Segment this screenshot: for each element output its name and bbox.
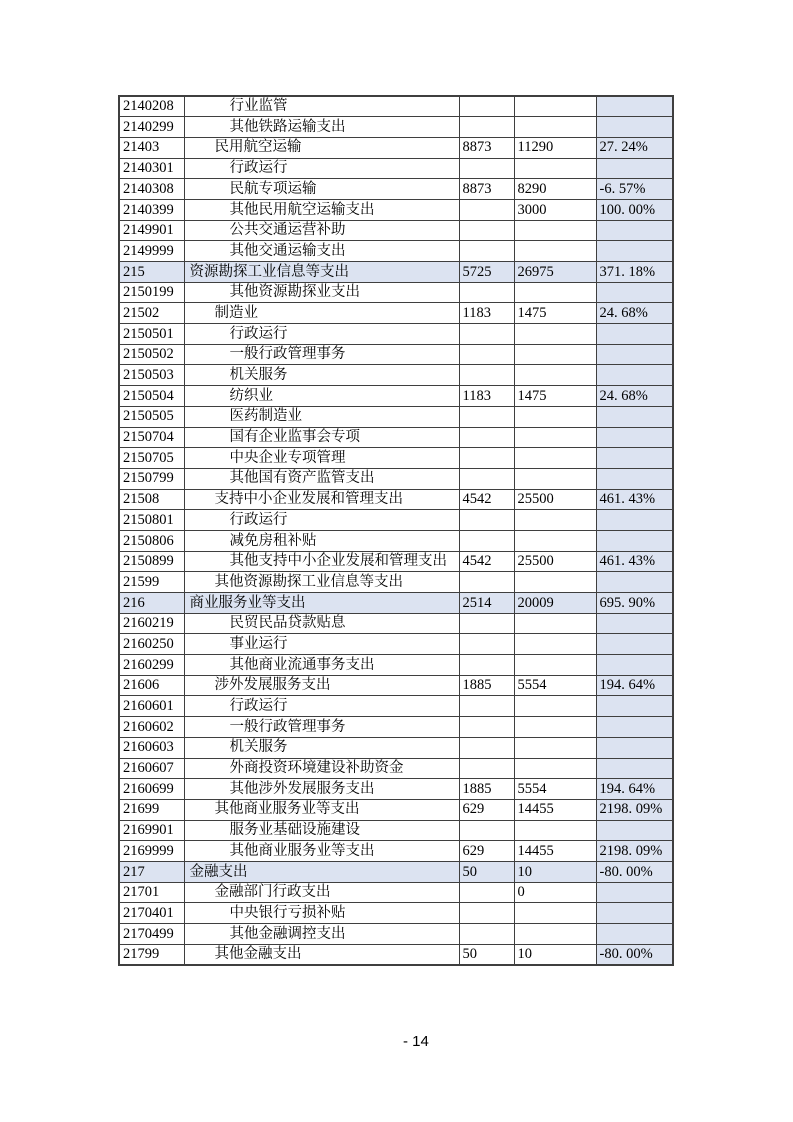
cell-v1 — [459, 655, 514, 676]
cell-pct — [596, 903, 673, 924]
cell-v1: 1183 — [459, 303, 514, 324]
cell-v2: 20009 — [514, 593, 596, 614]
cell-pct: -80. 00% — [596, 944, 673, 965]
table-row — [119, 241, 673, 262]
cell-code: 2149901 — [119, 220, 184, 241]
cell-code: 2170499 — [119, 924, 184, 945]
cell-v2 — [514, 530, 596, 551]
cell-code: 2140301 — [119, 158, 184, 179]
cell-v1 — [459, 448, 514, 469]
cell-name: 其他民用航空运输支出 — [184, 199, 459, 220]
cell-pct: 2198. 09% — [596, 841, 673, 862]
cell-v1 — [459, 199, 514, 220]
table-row — [119, 468, 673, 489]
cell-v2: 26975 — [514, 262, 596, 283]
cell-code: 2140399 — [119, 199, 184, 220]
table-row — [119, 696, 673, 717]
cell-v2 — [514, 427, 596, 448]
cell-v2 — [514, 820, 596, 841]
cell-name: 行政运行 — [184, 510, 459, 531]
cell-name: 其他金融调控支出 — [184, 924, 459, 945]
table-row — [119, 406, 673, 427]
cell-pct — [596, 96, 673, 117]
cell-code: 2170401 — [119, 903, 184, 924]
cell-v2: 10 — [514, 944, 596, 965]
cell-v1 — [459, 924, 514, 945]
cell-v2 — [514, 448, 596, 469]
cell-name: 服务业基础设施建设 — [184, 820, 459, 841]
cell-name: 纺织业 — [184, 386, 459, 407]
cell-name: 商业服务业等支出 — [184, 593, 459, 614]
cell-code: 2150501 — [119, 324, 184, 345]
cell-v1 — [459, 510, 514, 531]
cell-pct — [596, 448, 673, 469]
table-row — [119, 717, 673, 738]
table-row — [119, 924, 673, 945]
cell-name: 机关服务 — [184, 365, 459, 386]
table-row — [119, 841, 673, 862]
cell-v2 — [514, 96, 596, 117]
cell-pct: 100. 00% — [596, 199, 673, 220]
cell-v1 — [459, 468, 514, 489]
cell-code: 2140208 — [119, 96, 184, 117]
cell-v2: 14455 — [514, 841, 596, 862]
table-row — [119, 365, 673, 386]
cell-code: 2160299 — [119, 655, 184, 676]
cell-code: 21508 — [119, 489, 184, 510]
table-row — [119, 199, 673, 220]
cell-code: 2150199 — [119, 282, 184, 303]
cell-v2: 8290 — [514, 179, 596, 200]
cell-name: 国有企业监事会专项 — [184, 427, 459, 448]
cell-code: 2160602 — [119, 717, 184, 738]
cell-v2 — [514, 737, 596, 758]
cell-v2: 3000 — [514, 199, 596, 220]
cell-code: 2150504 — [119, 386, 184, 407]
cell-code: 2169901 — [119, 820, 184, 841]
cell-v1 — [459, 241, 514, 262]
cell-v1: 8873 — [459, 179, 514, 200]
budget-table-body — [119, 96, 673, 965]
cell-name: 涉外发展服务支出 — [184, 675, 459, 696]
cell-name: 金融部门行政支出 — [184, 882, 459, 903]
cell-v2 — [514, 365, 596, 386]
cell-pct — [596, 737, 673, 758]
cell-v1: 5725 — [459, 262, 514, 283]
cell-name: 其他金融支出 — [184, 944, 459, 965]
cell-code: 2150899 — [119, 551, 184, 572]
cell-pct: 194. 64% — [596, 779, 673, 800]
cell-v2 — [514, 696, 596, 717]
table-row — [119, 489, 673, 510]
cell-code: 21606 — [119, 675, 184, 696]
cell-name: 外商投资环境建设补助资金 — [184, 758, 459, 779]
cell-v2 — [514, 758, 596, 779]
cell-name: 民航专项运输 — [184, 179, 459, 200]
cell-v1: 4542 — [459, 489, 514, 510]
table-row — [119, 158, 673, 179]
cell-v1 — [459, 365, 514, 386]
cell-v2 — [514, 220, 596, 241]
cell-code: 21502 — [119, 303, 184, 324]
cell-v2: 5554 — [514, 675, 596, 696]
cell-name: 其他资源勘探业支出 — [184, 282, 459, 303]
cell-v2 — [514, 468, 596, 489]
cell-name: 事业运行 — [184, 634, 459, 655]
cell-v1: 8873 — [459, 137, 514, 158]
table-row — [119, 137, 673, 158]
cell-name: 中央企业专项管理 — [184, 448, 459, 469]
cell-pct — [596, 241, 673, 262]
cell-name: 其他商业服务业等支出 — [184, 841, 459, 862]
table-row — [119, 737, 673, 758]
page-number: - 14 — [403, 1033, 429, 1050]
cell-code: 215 — [119, 262, 184, 283]
cell-code: 2160699 — [119, 779, 184, 800]
cell-name: 民贸民品贷款贴息 — [184, 613, 459, 634]
cell-v1 — [459, 882, 514, 903]
cell-pct — [596, 696, 673, 717]
table-row — [119, 303, 673, 324]
cell-pct: 2198. 09% — [596, 799, 673, 820]
cell-code: 21699 — [119, 799, 184, 820]
cell-pct: 371. 18% — [596, 262, 673, 283]
cell-v2: 14455 — [514, 799, 596, 820]
cell-v1 — [459, 530, 514, 551]
cell-v1 — [459, 737, 514, 758]
cell-code: 21799 — [119, 944, 184, 965]
table-row — [119, 179, 673, 200]
cell-pct — [596, 882, 673, 903]
cell-code: 2150505 — [119, 406, 184, 427]
table-row — [119, 282, 673, 303]
cell-code: 21403 — [119, 137, 184, 158]
table-row — [119, 779, 673, 800]
table-row — [119, 262, 673, 283]
cell-code: 2150806 — [119, 530, 184, 551]
cell-v2 — [514, 282, 596, 303]
cell-v1 — [459, 406, 514, 427]
cell-v2: 1475 — [514, 386, 596, 407]
cell-name: 行政运行 — [184, 696, 459, 717]
cell-pct — [596, 758, 673, 779]
cell-v1: 50 — [459, 861, 514, 882]
cell-name: 资源勘探工业信息等支出 — [184, 262, 459, 283]
cell-v2 — [514, 510, 596, 531]
cell-pct — [596, 613, 673, 634]
cell-code: 2150801 — [119, 510, 184, 531]
cell-name: 其他涉外发展服务支出 — [184, 779, 459, 800]
cell-v2 — [514, 324, 596, 345]
cell-pct — [596, 924, 673, 945]
table-row — [119, 758, 673, 779]
cell-code: 2160603 — [119, 737, 184, 758]
cell-v1: 2514 — [459, 593, 514, 614]
cell-pct: 27. 24% — [596, 137, 673, 158]
table-row — [119, 448, 673, 469]
cell-v1 — [459, 117, 514, 138]
cell-v1 — [459, 758, 514, 779]
cell-v1: 50 — [459, 944, 514, 965]
cell-name: 其他铁路运输支出 — [184, 117, 459, 138]
cell-pct — [596, 158, 673, 179]
table-row — [119, 530, 673, 551]
cell-code: 2150705 — [119, 448, 184, 469]
cell-pct: -80. 00% — [596, 861, 673, 882]
cell-v1 — [459, 903, 514, 924]
table-row — [119, 117, 673, 138]
table-row — [119, 799, 673, 820]
budget-table — [118, 95, 674, 966]
table-row — [119, 655, 673, 676]
cell-v2 — [514, 406, 596, 427]
cell-name: 行业监管 — [184, 96, 459, 117]
cell-pct — [596, 655, 673, 676]
cell-name: 其他商业流通事务支出 — [184, 655, 459, 676]
cell-name: 机关服务 — [184, 737, 459, 758]
cell-v1 — [459, 158, 514, 179]
table-row — [119, 613, 673, 634]
cell-v1 — [459, 572, 514, 593]
cell-pct — [596, 344, 673, 365]
cell-code: 2150799 — [119, 468, 184, 489]
table-row — [119, 551, 673, 572]
cell-v2 — [514, 572, 596, 593]
cell-v1: 1885 — [459, 779, 514, 800]
cell-name: 行政运行 — [184, 324, 459, 345]
table-row — [119, 820, 673, 841]
cell-pct — [596, 572, 673, 593]
cell-v2 — [514, 717, 596, 738]
cell-v2: 5554 — [514, 779, 596, 800]
cell-pct — [596, 220, 673, 241]
table-row — [119, 386, 673, 407]
cell-v1: 4542 — [459, 551, 514, 572]
cell-code: 2160601 — [119, 696, 184, 717]
cell-v1 — [459, 717, 514, 738]
table-row — [119, 634, 673, 655]
cell-pct — [596, 530, 673, 551]
table-row — [119, 593, 673, 614]
cell-pct — [596, 427, 673, 448]
cell-pct: 695. 90% — [596, 593, 673, 614]
cell-code: 2150503 — [119, 365, 184, 386]
table-row — [119, 220, 673, 241]
table-row — [119, 882, 673, 903]
cell-code: 2160219 — [119, 613, 184, 634]
table-row — [119, 344, 673, 365]
cell-v2 — [514, 634, 596, 655]
cell-v2 — [514, 903, 596, 924]
cell-code: 2160250 — [119, 634, 184, 655]
table-row — [119, 510, 673, 531]
cell-v1 — [459, 820, 514, 841]
cell-name: 其他资源勘探工业信息等支出 — [184, 572, 459, 593]
cell-name: 一般行政管理事务 — [184, 344, 459, 365]
cell-pct — [596, 282, 673, 303]
cell-code: 21599 — [119, 572, 184, 593]
cell-v2 — [514, 117, 596, 138]
cell-pct: -6. 57% — [596, 179, 673, 200]
cell-v2: 11290 — [514, 137, 596, 158]
cell-v1 — [459, 696, 514, 717]
cell-name: 中央银行亏损补贴 — [184, 903, 459, 924]
cell-code: 2169999 — [119, 841, 184, 862]
cell-v1: 1885 — [459, 675, 514, 696]
cell-v2: 25500 — [514, 489, 596, 510]
cell-name: 其他支持中小企业发展和管理支出 — [184, 551, 459, 572]
cell-name: 其他国有资产监管支出 — [184, 468, 459, 489]
cell-v1 — [459, 634, 514, 655]
cell-pct — [596, 820, 673, 841]
table-row — [119, 903, 673, 924]
cell-code: 2149999 — [119, 241, 184, 262]
table-row — [119, 96, 673, 117]
cell-v1: 629 — [459, 841, 514, 862]
cell-name: 其他商业服务业等支出 — [184, 799, 459, 820]
cell-name: 支持中小企业发展和管理支出 — [184, 489, 459, 510]
cell-code: 2150704 — [119, 427, 184, 448]
cell-v2 — [514, 655, 596, 676]
cell-v1 — [459, 220, 514, 241]
table-row — [119, 675, 673, 696]
cell-pct: 24. 68% — [596, 386, 673, 407]
cell-name: 减免房租补贴 — [184, 530, 459, 551]
cell-v1 — [459, 282, 514, 303]
cell-pct — [596, 510, 673, 531]
cell-code: 2160607 — [119, 758, 184, 779]
cell-v1: 629 — [459, 799, 514, 820]
cell-pct: 461. 43% — [596, 551, 673, 572]
table-row — [119, 944, 673, 965]
cell-v2: 10 — [514, 861, 596, 882]
cell-code: 2140308 — [119, 179, 184, 200]
cell-name: 金融支出 — [184, 861, 459, 882]
cell-pct: 461. 43% — [596, 489, 673, 510]
cell-v1 — [459, 344, 514, 365]
cell-v2 — [514, 158, 596, 179]
cell-name: 行政运行 — [184, 158, 459, 179]
table-row — [119, 572, 673, 593]
cell-code: 217 — [119, 861, 184, 882]
cell-name: 一般行政管理事务 — [184, 717, 459, 738]
cell-code: 216 — [119, 593, 184, 614]
cell-name: 其他交通运输支出 — [184, 241, 459, 262]
cell-pct — [596, 634, 673, 655]
cell-v2: 25500 — [514, 551, 596, 572]
cell-v2 — [514, 924, 596, 945]
cell-v1 — [459, 427, 514, 448]
cell-v2 — [514, 344, 596, 365]
cell-pct — [596, 717, 673, 738]
cell-name: 民用航空运输 — [184, 137, 459, 158]
cell-v1 — [459, 613, 514, 634]
cell-code: 21701 — [119, 882, 184, 903]
cell-pct: 194. 64% — [596, 675, 673, 696]
cell-v1: 1183 — [459, 386, 514, 407]
cell-pct — [596, 324, 673, 345]
table-row — [119, 861, 673, 882]
cell-name: 公共交通运营补助 — [184, 220, 459, 241]
cell-v2 — [514, 241, 596, 262]
cell-pct — [596, 117, 673, 138]
cell-v1 — [459, 324, 514, 345]
cell-v2: 0 — [514, 882, 596, 903]
cell-v1 — [459, 96, 514, 117]
cell-pct — [596, 468, 673, 489]
cell-pct: 24. 68% — [596, 303, 673, 324]
cell-name: 医药制造业 — [184, 406, 459, 427]
cell-v2 — [514, 613, 596, 634]
cell-v2: 1475 — [514, 303, 596, 324]
table-row — [119, 427, 673, 448]
cell-code: 2150502 — [119, 344, 184, 365]
cell-name: 制造业 — [184, 303, 459, 324]
table-row — [119, 324, 673, 345]
cell-pct — [596, 365, 673, 386]
cell-pct — [596, 406, 673, 427]
cell-code: 2140299 — [119, 117, 184, 138]
